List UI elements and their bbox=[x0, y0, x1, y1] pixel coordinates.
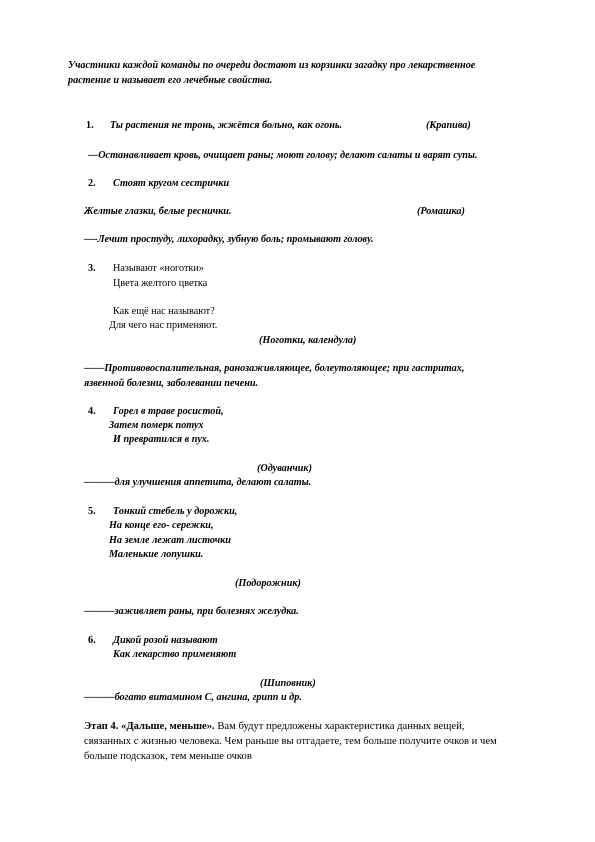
riddle-4-line-2: Затем померк потух bbox=[109, 420, 204, 431]
riddle-5-line-1: Тонкий стебель у дорожки, bbox=[113, 506, 238, 517]
intro-line-2: растение и называет его лечебные свойства. bbox=[68, 75, 273, 86]
riddle-6-answer: (Шиповник) bbox=[260, 678, 316, 689]
riddle-2-answer: (Ромашка) bbox=[417, 206, 465, 217]
riddle-2-number: 2. bbox=[88, 178, 96, 189]
riddle-2-use: —-Лечит простуду, лихорадку, зубную боль; промывают голову. bbox=[84, 234, 374, 245]
riddle-3-use-line-1: ——Противовоспалительная, ранозаживляющее, болеутоляющее; при гастритах, bbox=[84, 363, 465, 374]
riddle-4-answer: (Одуванчик) bbox=[257, 463, 312, 474]
riddle-1-use: —Останавливает кровь, очищает раны; моют голову; делают салаты и варят супы. bbox=[88, 150, 478, 161]
riddle-1-number: 1. bbox=[86, 120, 94, 131]
riddle-6-use: ———богато витамином С, ангина, грипп и др. bbox=[84, 692, 302, 703]
riddle-4-line-1: Горел в траве росистой, bbox=[113, 406, 224, 417]
riddle-1-answer: (Крапива) bbox=[426, 120, 471, 131]
riddle-3-answer: (Ноготки, календула) bbox=[259, 335, 357, 346]
riddle-5-number: 5. bbox=[88, 506, 96, 517]
stage-line-1-rest: Вам будут предложены характеристика данных вещей, bbox=[214, 721, 465, 732]
riddle-4-number: 4. bbox=[88, 406, 96, 417]
riddle-5-answer: (Подорожник) bbox=[235, 578, 301, 589]
riddle-3-number: 3. bbox=[88, 263, 96, 274]
riddle-4-line-3: И превратился в пух. bbox=[113, 434, 210, 445]
riddle-5-line-3: На земле лежат листочки bbox=[109, 535, 231, 546]
riddle-6-number: 6. bbox=[88, 635, 96, 646]
stage-line-1 bbox=[84, 720, 464, 733]
riddle-6-line-2: Как лекарство применяют bbox=[113, 649, 237, 660]
riddle-5-line-2: На конце его- сережки, bbox=[109, 520, 214, 531]
stage-line-2: связанных с жизнью человека. Чем раньше вы отгадаете, тем больше получите очков и чем bbox=[84, 736, 497, 747]
riddle-6-line-1: Дикой розой называют bbox=[113, 635, 218, 646]
stage-line-3: больше подсказок, тем меньше очков bbox=[84, 751, 252, 762]
riddle-3-line-1: Называют «ноготки» bbox=[113, 263, 204, 274]
stage-line-1-text: Этап 4. «Дальше, меньше». bbox=[84, 721, 215, 732]
riddle-3-line-2: Цвета желтого цветка bbox=[113, 278, 208, 289]
riddle-2-line-1: Стоят кругом сестрички bbox=[113, 178, 230, 189]
riddle-2-line-2: Желтые глазки, белые реснички. bbox=[84, 206, 232, 217]
riddle-3-line-4: Для чего нас применяют. bbox=[109, 320, 218, 331]
riddle-5-use: ———заживляет раны, при болезнях желудка. bbox=[84, 606, 299, 617]
riddle-5-line-4: Маленькие лопушки. bbox=[109, 549, 204, 560]
riddle-4-use: ———для улучшения аппетита, делают салаты. bbox=[84, 477, 312, 488]
intro-line-1: Участники каждой команды по очереди достают из корзинки загадку про лекарственное bbox=[68, 60, 476, 71]
riddle-3-line-3: Как ещё нас называют? bbox=[113, 306, 215, 317]
riddle-1-line-1: Ты растения не тронь, жжётся больно, как огонь. bbox=[110, 120, 343, 131]
riddle-3-use-line-2: язвенной болезни, заболевании печени. bbox=[84, 378, 259, 389]
